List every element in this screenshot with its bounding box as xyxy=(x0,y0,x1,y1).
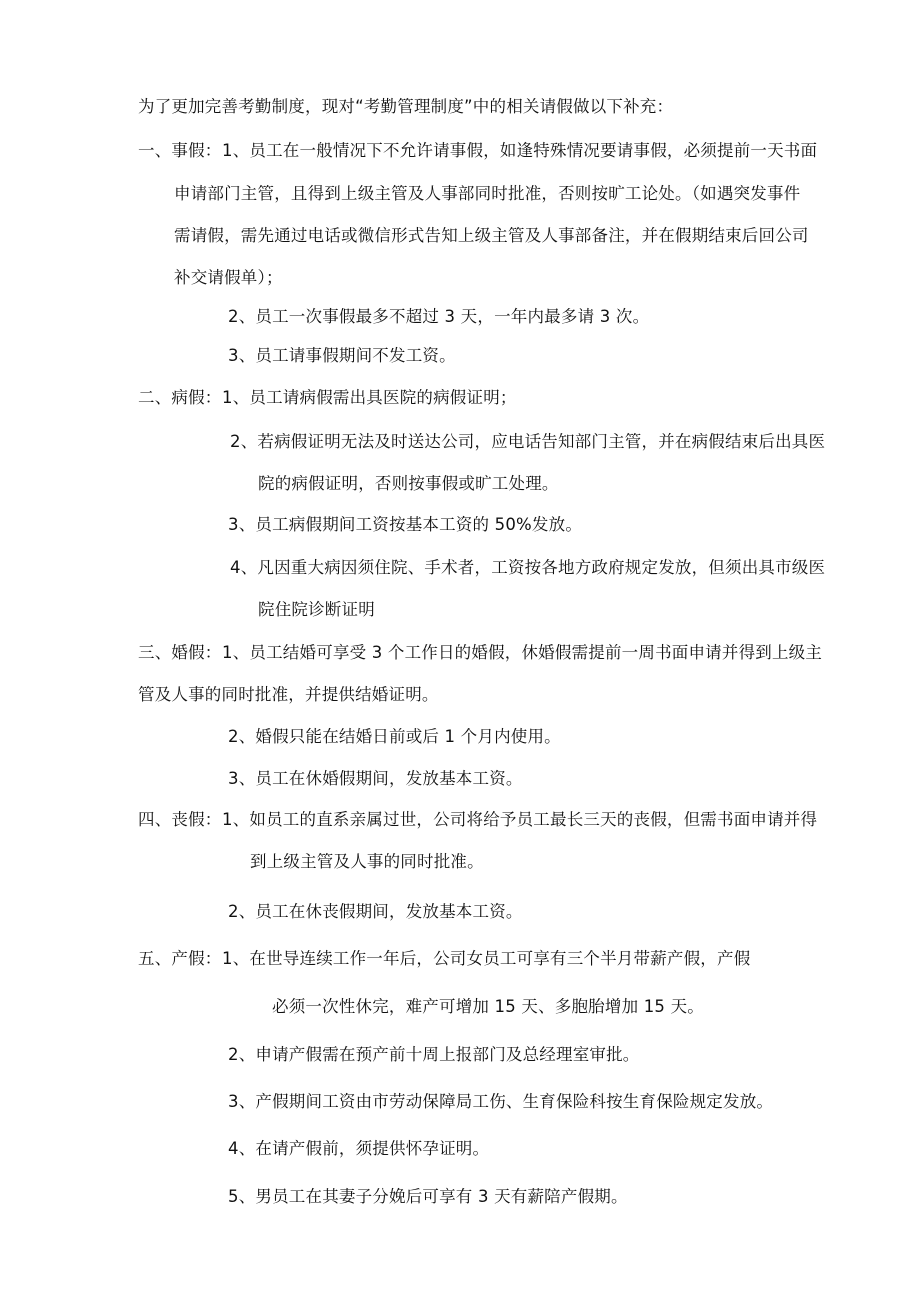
clause-line: 补交请假单）； xyxy=(174,268,283,287)
clause-line: 必须一次性休完，难产可增加 15 天、多胞胎增加 15 天。 xyxy=(272,997,704,1016)
clause-line: 2、婚假只能在结婚日前或后 1 个月内使用。 xyxy=(228,727,561,746)
clause-line: 院的病假证明，否则按事假或旷工处理。 xyxy=(258,474,559,493)
clause-line: 2、员工在休丧假期间，发放基本工资。 xyxy=(228,902,523,921)
clause-line: 院住院诊断证明 xyxy=(258,600,375,619)
clause-line: 4、凡因重大病因须住院、手术者，工资按各地方政府规定发放，但须出具市级医 xyxy=(230,558,826,577)
clause-line: 1、如员工的直系亲属过世，公司将给予员工最长三天的丧假，但需书面申请并得 xyxy=(222,810,818,829)
clause-line: 3、员工在休婚假期间，发放基本工资。 xyxy=(228,769,523,788)
clause-line: 申请部门主管，且得到上级主管及人事部同时批准，否则按旷工论处。（如遇突发事件 xyxy=(174,184,801,203)
intro-paragraph: 为了更加完善考勤制度，现对“考勤管理制度”中的相关请假做以下补充： xyxy=(138,97,674,116)
clause-line: 3、员工请事假期间不发工资。 xyxy=(228,346,456,365)
clause-line: 需请假，需先通过电话或微信形式告知上级主管及人事部备注，并在假期结束后回公司 xyxy=(174,226,809,245)
section-heading-bereavement-leave: 四、丧假： xyxy=(138,810,222,829)
section-heading-personal-leave: 一、事假： xyxy=(138,141,222,160)
section-heading-sick-leave: 二、病假： xyxy=(138,388,222,407)
clause-line: 2、员工一次事假最多不超过 3 天，一年内最多请 3 次。 xyxy=(228,307,650,326)
clause-line: 1、员工结婚可享受 3 个工作日的婚假，休婚假需提前一周书面申请并得到上级主 xyxy=(222,643,823,662)
clause-line: 1、在世导连续工作一年后，公司女员工可享有三个半月带薪产假，产假 xyxy=(222,949,751,968)
clause-line: 5、男员工在其妻子分娩后可享有 3 天有薪陪产假期。 xyxy=(228,1187,628,1206)
clause-line: 3、产假期间工资由市劳动保障局工伤、生育保险科按生育保险规定发放。 xyxy=(228,1092,774,1111)
clause-line: 2、申请产假需在预产前十周上报部门及总经理室审批。 xyxy=(228,1045,640,1064)
clause-line: 到上级主管及人事的同时批准。 xyxy=(250,852,484,871)
clause-line: 1、员工在一般情况下不允许请事假，如逢特殊情况要请事假，必须提前一天书面 xyxy=(222,141,818,160)
clause-line: 2、若病假证明无法及时送达公司，应电话告知部门主管，并在病假结束后出具医 xyxy=(230,432,826,451)
section-heading-marriage-leave: 三、婚假： xyxy=(138,643,222,662)
clause-line: 4、在请产假前，须提供怀孕证明。 xyxy=(228,1139,490,1158)
clause-line: 1、员工请病假需出具医院的病假证明； xyxy=(222,388,517,407)
clause-line: 管及人事的同时批准，并提供结婚证明。 xyxy=(138,685,439,704)
section-heading-maternity-leave: 五、产假： xyxy=(138,949,222,968)
clause-line: 3、员工病假期间工资按基本工资的 50%发放。 xyxy=(228,515,583,534)
